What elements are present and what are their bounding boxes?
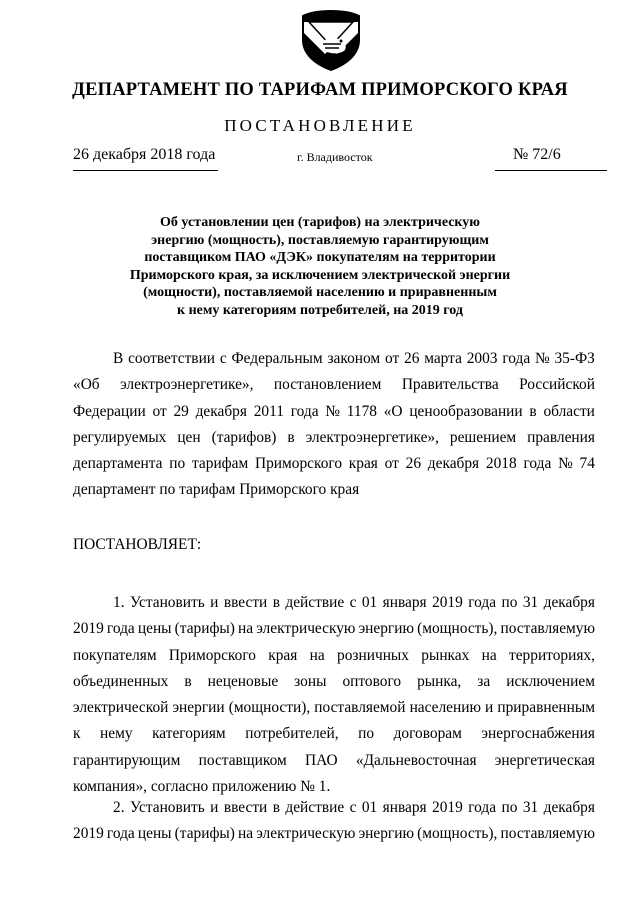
word: на bbox=[238, 620, 254, 638]
title-line: к нему категориям потребителей, на 2019 год bbox=[177, 302, 463, 318]
word: от bbox=[152, 402, 167, 420]
word: решением bbox=[449, 428, 517, 446]
word: электроэнергетике», bbox=[305, 428, 439, 446]
word: года bbox=[106, 825, 135, 843]
word: регулируемых bbox=[73, 428, 167, 446]
word: 31 bbox=[522, 799, 539, 816]
word: населению bbox=[409, 699, 481, 717]
word: тарифам bbox=[192, 455, 249, 473]
word: года bbox=[468, 594, 497, 611]
text-line bbox=[73, 795, 595, 821]
word: 1178 bbox=[346, 402, 377, 420]
word: по bbox=[169, 455, 186, 473]
word: от bbox=[384, 455, 399, 473]
text-line bbox=[73, 477, 595, 503]
text-line bbox=[73, 616, 595, 642]
word: декабря bbox=[543, 799, 595, 816]
word: декабря bbox=[543, 594, 595, 611]
word: (мощность), bbox=[417, 825, 498, 843]
word: № bbox=[325, 402, 340, 420]
word: (тарифов) bbox=[211, 428, 277, 446]
document-date: 26 декабря 2018 года bbox=[73, 146, 216, 163]
text-line bbox=[73, 643, 595, 669]
document-title bbox=[120, 214, 520, 319]
preamble-paragraph bbox=[73, 346, 595, 504]
word: и bbox=[485, 699, 494, 717]
text-line bbox=[73, 451, 595, 477]
coat-of-arms-icon bbox=[297, 10, 365, 72]
word: 01 bbox=[361, 799, 378, 816]
resolves-heading: ПОСТАНОВЛЯЕТ: bbox=[73, 536, 202, 553]
word: за bbox=[477, 672, 491, 690]
word: электрическую bbox=[256, 825, 356, 843]
word: марта bbox=[424, 350, 462, 367]
word: компания», согласно приложению № 1. bbox=[73, 778, 331, 796]
word: № bbox=[534, 350, 550, 367]
word: 2019 bbox=[432, 799, 463, 816]
word: 2019 bbox=[432, 594, 463, 611]
word: неценовые bbox=[207, 672, 279, 690]
word: на bbox=[238, 825, 254, 843]
word: оптового bbox=[342, 672, 402, 690]
word: (тарифы) bbox=[174, 825, 235, 843]
word: нему bbox=[100, 725, 133, 743]
word: декабря bbox=[427, 455, 480, 473]
word: поставляемой bbox=[314, 699, 406, 717]
word: объединенных bbox=[73, 672, 169, 690]
word: (мощность), bbox=[417, 620, 498, 638]
word: «Дальневосточная bbox=[355, 751, 477, 769]
word: энергию bbox=[358, 620, 414, 638]
word: энергоснабжения bbox=[481, 725, 595, 743]
word: приравненным bbox=[497, 699, 595, 717]
word: года bbox=[523, 455, 552, 473]
word: потребителей, bbox=[245, 725, 339, 743]
word: от bbox=[384, 350, 400, 367]
word: в bbox=[287, 428, 295, 446]
title-line: (мощности), поставляемой населению и приравненным bbox=[143, 285, 497, 300]
organization-name: ДЕПАРТАМЕНТ ПО ТАРИФАМ ПРИМОРСКОГО КРАЯ bbox=[72, 80, 568, 100]
text-line bbox=[73, 695, 595, 721]
word: энергии bbox=[172, 699, 225, 717]
word: Приморского bbox=[255, 455, 343, 473]
word: декабря bbox=[195, 402, 247, 420]
word: края bbox=[268, 646, 298, 664]
text-line bbox=[73, 721, 595, 747]
word: 2. bbox=[113, 799, 125, 816]
word: соответствии bbox=[128, 350, 216, 367]
document-number: № 72/6 bbox=[513, 146, 561, 163]
date-underline bbox=[73, 170, 218, 171]
word: поставляемую bbox=[500, 825, 595, 843]
word: территориях, bbox=[509, 646, 595, 664]
word: электроэнергетике», bbox=[120, 376, 254, 394]
word: 26 bbox=[404, 350, 420, 367]
text-line bbox=[73, 748, 595, 774]
word: и bbox=[210, 799, 219, 816]
word: № bbox=[558, 455, 573, 473]
text-line bbox=[73, 590, 595, 616]
word: действие bbox=[285, 799, 345, 816]
word: и bbox=[210, 594, 219, 611]
word: 35-ФЗ bbox=[554, 350, 595, 367]
word: 01 bbox=[361, 594, 378, 611]
text-line bbox=[73, 821, 595, 847]
word: Российской bbox=[519, 376, 595, 394]
word: ввести bbox=[223, 799, 268, 816]
word: цены bbox=[137, 825, 172, 843]
word: электрической bbox=[73, 699, 169, 717]
word: на bbox=[309, 646, 325, 664]
word: с bbox=[349, 799, 357, 816]
word: Федеральным bbox=[231, 350, 323, 367]
word: поставляемую bbox=[500, 620, 595, 638]
word: (мощности), bbox=[228, 699, 311, 717]
clause-2-paragraph bbox=[73, 795, 595, 848]
word: по bbox=[501, 799, 518, 816]
title-line: Об установлении цен (тарифов) на электрическую bbox=[159, 215, 480, 230]
title-line: поставщиком ПАО «ДЭК» покупателям на территории bbox=[144, 250, 496, 265]
text-line bbox=[73, 425, 595, 451]
text-line bbox=[73, 346, 595, 372]
title-line: энергию (мощность), поставляемую гарантирующим bbox=[151, 232, 489, 248]
word: в bbox=[272, 594, 280, 611]
text-line bbox=[73, 669, 595, 695]
word: 2003 bbox=[466, 350, 498, 367]
word: департамент по тарифам Приморского края bbox=[73, 481, 360, 499]
word: ПАО bbox=[304, 751, 338, 769]
word: 26 bbox=[405, 455, 422, 473]
word: 2018 bbox=[485, 455, 517, 473]
word: рынка, bbox=[417, 672, 462, 690]
word: В bbox=[113, 350, 124, 367]
title-line: Приморского края, за исключением электрической энергии bbox=[129, 267, 511, 283]
word: цены bbox=[137, 620, 172, 638]
text-line bbox=[73, 372, 595, 398]
word: «Об bbox=[73, 376, 100, 394]
word: января bbox=[382, 799, 427, 816]
clause-1-paragraph bbox=[73, 590, 595, 800]
word: Установить bbox=[129, 799, 205, 816]
word: департамента bbox=[73, 455, 163, 473]
word: в bbox=[184, 672, 192, 690]
word: законом bbox=[327, 350, 381, 367]
word: ценообразовании bbox=[409, 402, 523, 420]
word: энергетическая bbox=[494, 751, 595, 769]
number-underline bbox=[495, 170, 607, 171]
word: постановлением bbox=[273, 376, 382, 394]
word: (тарифы) bbox=[174, 620, 235, 638]
word: 74 bbox=[579, 455, 595, 473]
word: Приморского bbox=[168, 646, 256, 664]
word: покупателям bbox=[73, 646, 157, 664]
word: по bbox=[501, 594, 518, 611]
text-line bbox=[73, 399, 595, 425]
word: года bbox=[290, 402, 319, 420]
word: Правительства bbox=[401, 376, 499, 394]
word: действие bbox=[285, 594, 345, 611]
word: в bbox=[529, 402, 537, 420]
word: на bbox=[481, 646, 497, 664]
word: 31 bbox=[522, 594, 539, 611]
document-type: ПОСТАНОВЛЕНИЕ bbox=[224, 116, 416, 135]
word: зоны bbox=[294, 672, 327, 690]
word: электрическую bbox=[256, 620, 356, 638]
word: края bbox=[348, 455, 378, 473]
word: 2011 bbox=[253, 402, 284, 420]
word: категориям bbox=[152, 725, 226, 743]
word: поставщиком bbox=[198, 751, 287, 769]
word: в bbox=[272, 799, 280, 816]
word: области bbox=[543, 402, 595, 420]
word: 2019 bbox=[73, 620, 104, 638]
word: исключением bbox=[506, 672, 595, 690]
word: Установить bbox=[129, 594, 205, 611]
word: с bbox=[349, 594, 357, 611]
word: 29 bbox=[173, 402, 189, 420]
document-city: г. Владивосток bbox=[297, 150, 373, 164]
word: ввести bbox=[223, 594, 268, 611]
word: по bbox=[358, 725, 375, 743]
word: «О bbox=[383, 402, 403, 420]
word: 2019 bbox=[73, 825, 104, 843]
word: года bbox=[502, 350, 531, 367]
word: 1. bbox=[113, 594, 125, 611]
word: к bbox=[73, 725, 81, 743]
word: правления bbox=[527, 428, 595, 446]
word: года bbox=[106, 620, 135, 638]
word: Федерации bbox=[73, 402, 146, 420]
word: цен bbox=[177, 428, 201, 446]
word: энергию bbox=[358, 825, 414, 843]
word: розничных bbox=[337, 646, 409, 664]
word: года bbox=[468, 799, 497, 816]
word: января bbox=[382, 594, 427, 611]
word: с bbox=[219, 350, 227, 367]
word: гарантирующим bbox=[73, 751, 181, 769]
word: договорам bbox=[393, 725, 462, 743]
word: рынках bbox=[421, 646, 470, 664]
